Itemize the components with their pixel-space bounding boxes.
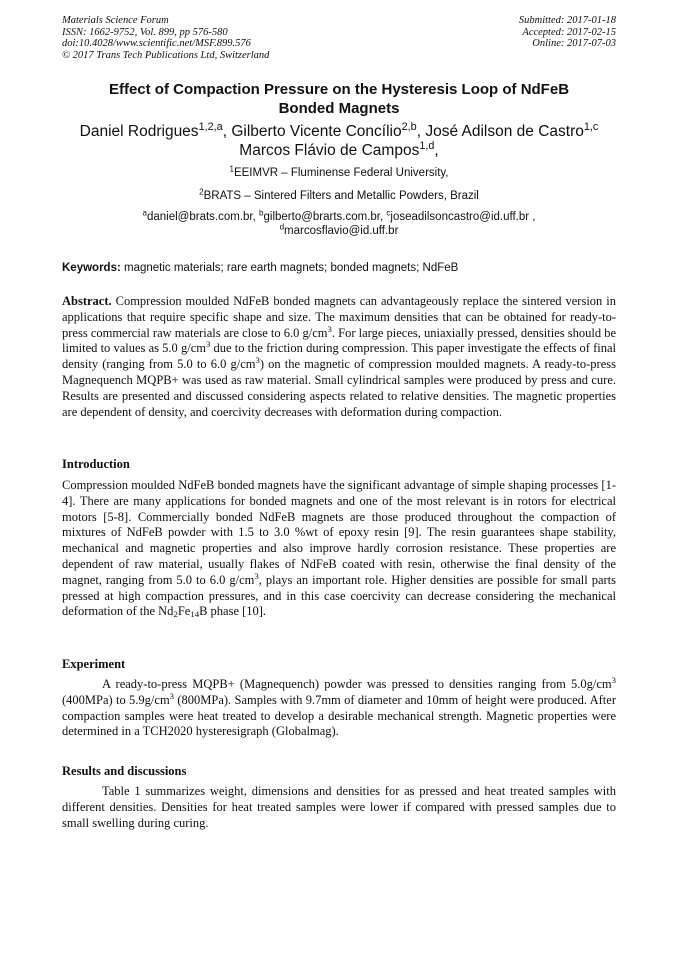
- email-mark: b: [259, 208, 264, 218]
- superscript: 3: [254, 570, 259, 581]
- journal-issn: ISSN: 1662-9752, Vol. 899, pp 576-580: [62, 26, 228, 38]
- email-address: marcosflavio@id.uff.br: [284, 225, 399, 237]
- author-affiliation-mark: 1,d: [419, 140, 435, 153]
- author-name: Daniel Rodrigues: [79, 123, 199, 140]
- superscript: 3: [169, 690, 175, 701]
- experiment-paragraph: [62, 677, 616, 740]
- author-name: José Adilson de Castro: [425, 123, 584, 140]
- author-separator: ,: [416, 123, 426, 140]
- title-line: Effect of Compaction Pressure on the Hysteresis Loop of NdFeB: [108, 81, 570, 98]
- affiliation-text: EEIMVR – Fluminense Federal University,: [233, 167, 449, 179]
- superscript: 3: [611, 675, 616, 686]
- body-text: Fe: [177, 604, 191, 619]
- abstract-label: Abstract.: [62, 294, 112, 308]
- affiliation-1: [62, 166, 616, 180]
- author-list: [62, 122, 616, 160]
- author-name: Gilberto Vicente Concílio: [231, 123, 402, 140]
- body-text: Table 1 summarizes weight, dimensions and densities for as pressed and heat treated samples with different densities. Densities for heat treated samples were lower if compared with pressed samples due to small swelling during curing.: [62, 784, 616, 830]
- email-address: daniel@brats.com.br,: [146, 211, 260, 223]
- section-heading: Introduction: [62, 457, 130, 471]
- superscript: 3: [205, 339, 211, 350]
- email-mark: a: [142, 208, 147, 218]
- body-text: (400MPa) to 5.9g/cm: [62, 692, 170, 707]
- abstract-text: Compression moulded NdFeB bonded magnets can advantageously replace the sintered version in applications that require specific shape and size. The maximum densities that can be obtained for ready-to-press commercial raw materials are close to 6.0 g/cm: [62, 294, 616, 340]
- author-affiliation-mark: 1,c: [583, 121, 599, 134]
- superscript: 3: [255, 355, 260, 366]
- results-paragraph: [62, 784, 616, 831]
- journal-info: [62, 15, 269, 61]
- body-text: Compression moulded NdFeB bonded magnets have the significant advantage of simple shaping processes [1-4]. There are many applications for bonded magnets and one of the most relevant is in rotors for electrical motors [5-8]. Commercially bonded NdFeB magnets are those produced throughout the compaction of mixtures of NdFeB powder with 1.5 to 3.0 %wt of epoxy resin [9]. The resin guarantees shape stability, mechanical and magnetic properties and also improve hardly corrosion resistance. These properties are dependent of raw material, usually flakes of NdFeB coated with resin, otherwise the final density of the magnet, ranging from 5.0 to 6.0 g/cm: [62, 478, 616, 587]
- keywords: [62, 261, 616, 275]
- email-mark: d: [279, 222, 285, 232]
- email-address: gilberto@brarts.com.br,: [263, 211, 387, 223]
- abstract-text: ) on the magnetic of compression moulded magnets. A ready-to-press Magnequench MQPB+ was used as raw material. Small cylindrical samples were produced by press and cure. Results are presented and discussed considering aspects related to relative densities. The magnetic properties are dependent of density, and coercivity decreases with deformation during compaction.: [62, 357, 616, 419]
- email-address: joseadilsoncastro@id.uff.br ,: [390, 211, 536, 223]
- author-line: [62, 141, 616, 160]
- title-line: Bonded Magnets: [278, 99, 400, 117]
- keywords-label: Keywords:: [62, 262, 121, 274]
- journal-copyright: © 2017 Trans Tech Publications Ltd, Switzerland: [62, 49, 270, 61]
- email-line: [62, 210, 616, 224]
- online-date: Online: 2017-07-03: [532, 38, 616, 50]
- affiliation-mark: 1: [229, 164, 234, 174]
- subscript: 14: [190, 609, 200, 620]
- author-emails: [62, 210, 616, 238]
- keywords-text: magnetic materials; rare earth magnets; bonded magnets; NdFeB: [120, 262, 459, 274]
- email-line: [62, 224, 616, 238]
- body-text: (800MPa). Samples with 9.7mm of diameter and 10mm of height were produced. After compaction samples were heat treated to develop a desirable mechanical strength. Magnetic properties were determined in a TCH2020 hysteresigraph (Globalmag).: [62, 692, 616, 739]
- author-line: [62, 122, 616, 141]
- affiliation-mark: 2: [199, 187, 204, 197]
- subscript: 2: [173, 609, 178, 620]
- abstract-text: . For large pieces, uniaxially pressed, densities should be limited to values as 5.0 g/cm: [62, 325, 616, 356]
- journal-doi: doi:10.4028/www.scientific.net/MSF.899.576: [62, 38, 251, 50]
- author-separator: ,: [434, 142, 439, 159]
- abstract-text: due to the friction during compression. This paper investigate the effects of final density (ranging from 5.0 to 6.0 g/cm: [62, 341, 616, 372]
- section-heading: Experiment: [62, 657, 126, 671]
- body-text: B phase [10].: [199, 604, 267, 619]
- body-text: A ready-to-press MQPB+ (Magnequench) powder was pressed to densities ranging from 5.0g/cm: [102, 677, 612, 691]
- affiliation-2: [62, 189, 616, 203]
- introduction-paragraph: [62, 478, 616, 620]
- author-affiliation-mark: 2,b: [401, 121, 417, 134]
- publication-dates: [519, 15, 616, 50]
- abstract: [62, 294, 616, 420]
- body-text: , plays an important role. Higher densities are possible for small parts pressed at high compaction pressures, and in this case coercivity can decrease considering the mechanical deformation of the Nd: [62, 572, 616, 619]
- author-separator: ,: [222, 123, 232, 140]
- author-affiliation-mark: 1,2,a: [198, 121, 223, 134]
- email-mark: c: [386, 208, 391, 218]
- paper-title: [62, 81, 616, 118]
- journal-name: Materials Science Forum: [62, 15, 169, 26]
- section-heading: Results and discussions: [62, 764, 187, 778]
- accepted-date: Accepted: 2017-02-15: [522, 26, 616, 38]
- author-name: Marcos Flávio de Campos: [239, 142, 420, 159]
- superscript: 3: [327, 323, 332, 334]
- affiliation-text: BRATS – Sintered Filters and Metallic Powders, Brazil: [203, 190, 479, 202]
- submitted-date: Submitted: 2017-01-18: [518, 15, 616, 26]
